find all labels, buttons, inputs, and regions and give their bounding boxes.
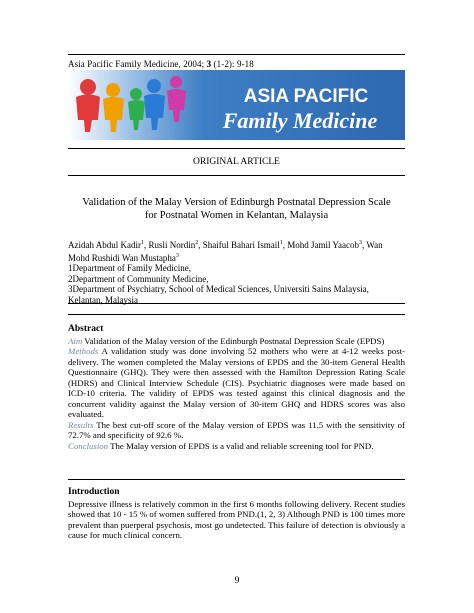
- author-affiliation-mark: 3: [175, 252, 179, 259]
- author-separator: ,: [361, 240, 367, 250]
- results-text: The best cut-off score of the Malay version of EPDS was 11.5 with the sensitivity of 72.7% and specificity of 92.6 %.: [68, 419, 405, 440]
- author-separator: ,: [198, 240, 203, 250]
- aim-label: Aim: [68, 335, 83, 346]
- author-affiliation-mark: 2: [195, 240, 199, 246]
- journal-banner: [68, 70, 405, 140]
- citation-suffix: (1-2): 9-18: [211, 59, 254, 69]
- introduction-heading: Introduction: [68, 487, 120, 497]
- author-name: Rusli Nordin: [148, 240, 196, 250]
- journal-citation: [68, 59, 254, 69]
- author-separator: ,: [143, 240, 149, 250]
- author-affiliation-mark: 1: [279, 240, 283, 246]
- aim-text: Validation of the Malay version of the Edinburgh Postnatal Depression Scale (EPDS): [82, 335, 385, 346]
- conclusion-text: The Malay version of EPDS is a valid and reliable screening tool for PND.: [108, 440, 374, 451]
- author-name: Mohd Jamil Yaacob: [287, 240, 359, 250]
- author-affiliation-mark: 1: [140, 240, 144, 246]
- article-title: [68, 196, 405, 222]
- citation-prefix: Asia Pacific Family Medicine, 2004;: [68, 59, 207, 69]
- top-rule: [68, 54, 405, 55]
- section-rule: [68, 303, 405, 304]
- conclusion-label: Conclusion: [68, 440, 109, 451]
- title-line-2: for Postnatal Women in Kelantan, Malaysia: [144, 210, 329, 221]
- abstract-heading: Abstract: [68, 324, 104, 334]
- article-type-box: [68, 148, 405, 176]
- author-separator: ,: [282, 240, 288, 250]
- results-label: Results: [68, 419, 94, 430]
- introduction-text: Depressive illness is relatively common in the first 6 months following delivery. Recent studies showed that 10 - 15 % of women suffered from PND.(1, 2, 3) Although PND is 100 times more prevalent than puerperal psychosis, most go undetected. This failure of detection is obviously a cause for much clinical concern.: [68, 498, 405, 540]
- author-block: [68, 238, 405, 305]
- author-affiliation-mark: 3: [358, 240, 362, 246]
- affiliation-2: 2Department of Community Medicine,: [68, 273, 209, 284]
- abstract-aim: [68, 336, 405, 347]
- author-name: Shaiful Bahari Ismail: [202, 240, 280, 250]
- methods-text: A validation study was done involving 52 mothers who were at 4-12 weeks post-delivery. The women completed the Malay versions of EPDS and the 30-item General Health Questionnaire (GHQ). They were then assessed with the Hamilton Depression Rating Scale (HDRS) and Clinical Interview Schedule (CIS). Psychiatric diagnoses were made based on ICD-10 criteria. The validity of EPDS was tested against this clinical diagnosis and the concurrent validity against the Malay version of 30-item GHQ and HDRS scores was also evaluated.: [68, 346, 405, 419]
- introduction-section: [68, 487, 405, 541]
- section-rule: [68, 314, 405, 315]
- author-name: Wan Mohd Rushidi Wan Mustapha: [68, 240, 383, 263]
- affiliation-3: 3Department of Psychiatry, School of Medical Sciences, Universiti Sains Malaysia, Kelantan, Malaysia: [68, 284, 369, 305]
- abstract-conclusion: [68, 441, 405, 452]
- author-list: [68, 238, 405, 263]
- affiliation-1: 1Department of Family Medicine,: [68, 263, 191, 273]
- banner-graphic: [68, 70, 405, 140]
- banner-line1: ASIA PACIFIC: [243, 86, 369, 107]
- article-type-label: ORIGINAL ARTICLE: [193, 157, 280, 167]
- section-rule: [68, 479, 405, 480]
- banner-line2: Family Medicine: [222, 108, 378, 133]
- abstract-section: [68, 324, 405, 451]
- citation-volume: 3: [206, 59, 212, 69]
- methods-label: Methods: [68, 346, 99, 356]
- abstract-results: [68, 420, 405, 441]
- author-name: Azidah Abdul Kadir: [68, 240, 141, 250]
- title-line-1: Validation of the Malay Version of Edinburgh Postnatal Depression Scale: [82, 197, 391, 208]
- abstract-methods: [68, 346, 405, 420]
- page-number: 9: [234, 576, 240, 586]
